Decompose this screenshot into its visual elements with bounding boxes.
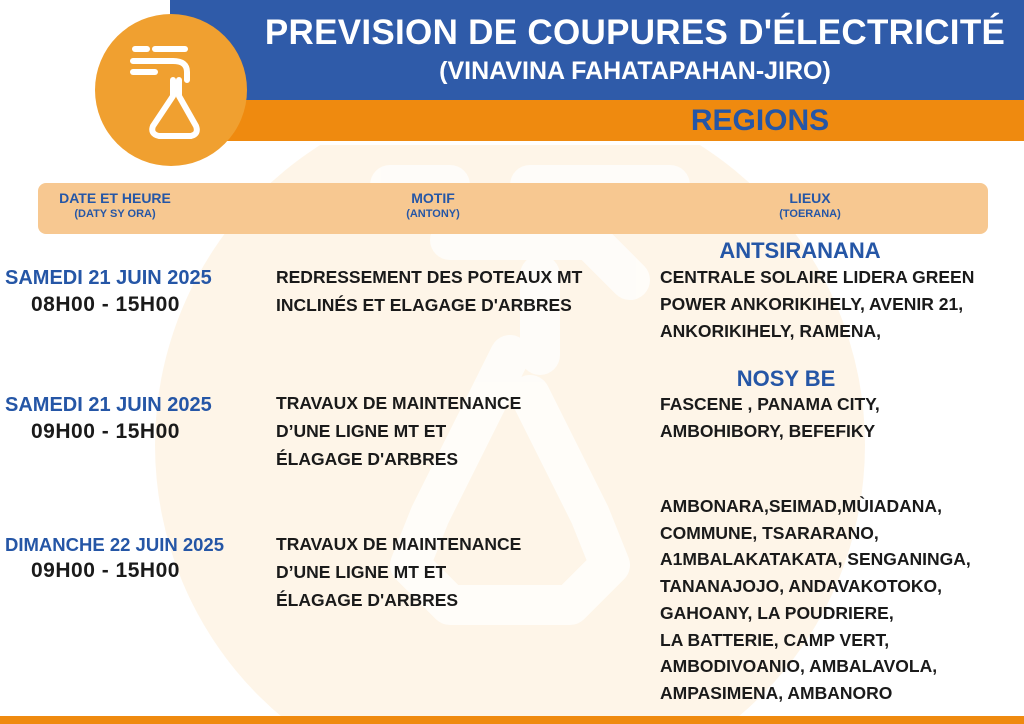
page-subtitle: (VINAVINA FAHATAPAHAN-JIRO) xyxy=(439,57,831,85)
footer-band xyxy=(0,716,1024,724)
column-header-motif: MOTIF (ANTONY) xyxy=(406,190,460,220)
entry-date: SAMEDI 21 JUIN 2025 xyxy=(5,394,212,416)
entry-motif: TRAVAUX DE MAINTENANCE D’UNE LIGNE MT ET ÉLAGAGE D'ARBRES xyxy=(276,534,522,610)
logo xyxy=(95,14,247,166)
entry-lieux: FASCENE , PANAMA CITY, AMBOHIBORY, BEFEFIKY xyxy=(660,394,880,441)
column-header-date: DATE ET HEURE (DATY SY ORA) xyxy=(59,190,171,220)
region-name: NOSY BE xyxy=(736,366,836,391)
column-header-lieux: LIEUX (TOERANA) xyxy=(779,190,841,220)
region-name: ANTSIRANANA xyxy=(719,238,881,263)
entry-motif: REDRESSEMENT DES POTEAUX MT INCLINÉS ET ELAGAGE D'ARBRES xyxy=(276,267,583,315)
section-label: REGIONS xyxy=(690,104,830,137)
entry-motif: TRAVAUX DE MAINTENANCE D’UNE LIGNE MT ET ÉLAGAGE D'ARBRES xyxy=(276,393,522,469)
entry-lieux: AMBONARA,SEIMAD,MÙIADANA, COMMUNE, TSARARANO, A1MBALAKATAKATA, SENGANINGA, TANANAJOJO, ANDAVAKOTOKO, GAHOANY, LA POUDRIERE, LA BATTERIE, CAMP VERT, AMBODIVOANIO, AMBALAVOLA, AMPASIMENA, AMBANORO xyxy=(660,496,971,703)
entry-time: 09H00 - 15H00 xyxy=(31,420,180,443)
page-title: PREVISION DE COUPURES D'ÉLECTRICITÉ xyxy=(264,13,1006,52)
entry-date: DIMANCHE 22 JUIN 2025 xyxy=(5,534,224,555)
entry-time: 09H00 - 15H00 xyxy=(31,559,180,582)
water-tap-icon xyxy=(95,14,247,166)
entry-lieux: CENTRALE SOLAIRE LIDERA GREEN POWER ANKORIKIHELY, AVENIR 21, ANKORIKIHELY, RAMENA, xyxy=(660,267,975,341)
entry-time: 08H00 - 15H00 xyxy=(31,293,180,316)
entry-date: SAMEDI 21 JUIN 2025 xyxy=(5,267,212,289)
